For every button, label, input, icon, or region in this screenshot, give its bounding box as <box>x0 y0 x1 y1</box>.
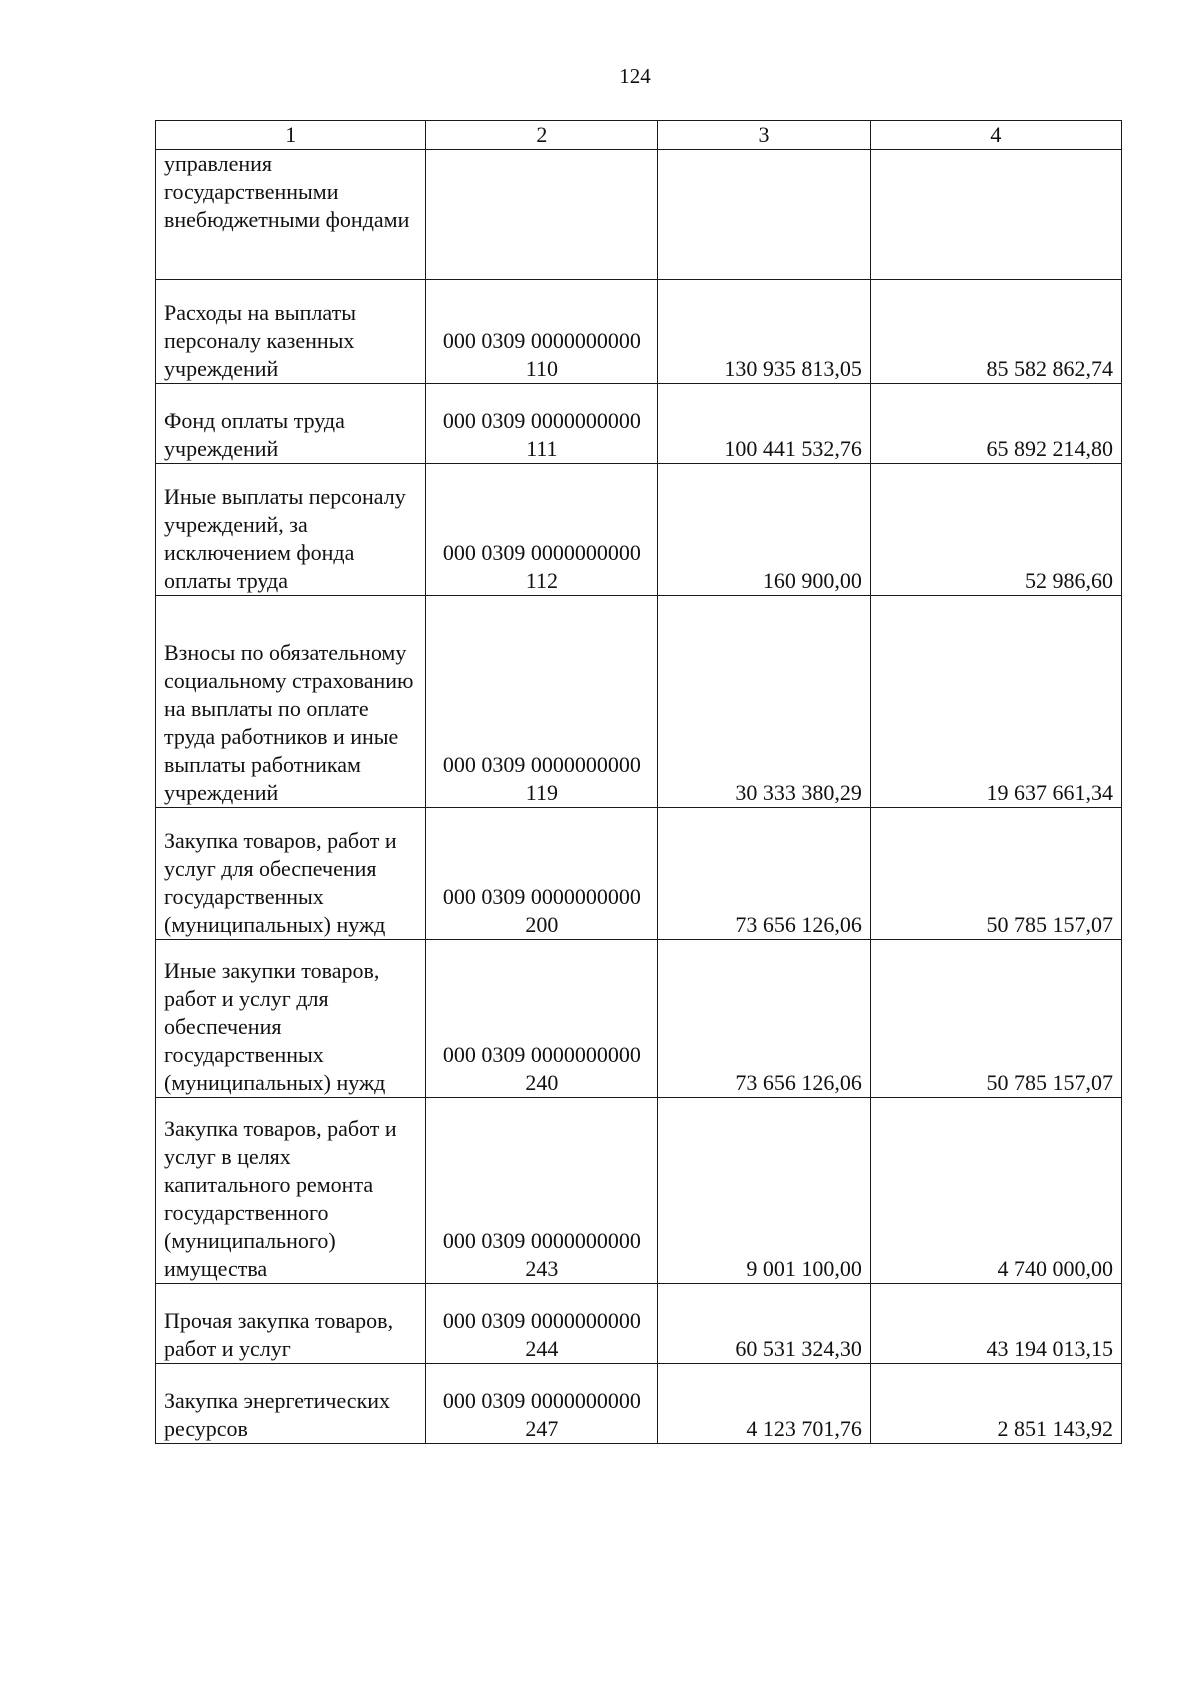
table-row <box>156 280 1122 384</box>
row-name: Фонд оплаты труда учреждений <box>156 384 426 464</box>
row-code <box>426 596 658 808</box>
table-row <box>156 1098 1122 1284</box>
row-code <box>426 1364 658 1444</box>
row-value-col4: 19 637 661,34 <box>870 596 1121 808</box>
row-value-col4 <box>870 150 1121 280</box>
row-name: управления государственными внебюджетными фондами <box>156 150 426 280</box>
row-value-col3: 100 441 532,76 <box>658 384 871 464</box>
row-value-col4: 50 785 157,07 <box>870 808 1121 940</box>
row-code-line1: 000 0309 0000000000 <box>442 328 641 353</box>
row-value-col3: 4 123 701,76 <box>658 1364 871 1444</box>
column-header-2: 2 <box>426 121 658 150</box>
row-value-col3: 130 935 813,05 <box>658 280 871 384</box>
row-code-line1: 000 0309 0000000000 <box>442 408 641 433</box>
column-header-4: 4 <box>870 121 1121 150</box>
row-code-line1: 000 0309 0000000000 <box>442 752 641 777</box>
table-row <box>156 596 1122 808</box>
row-value-col3: 73 656 126,06 <box>658 808 871 940</box>
row-name: Закупка товаров, работ и услуг для обеспечения государственных (муниципальных) нужд <box>156 808 426 940</box>
row-value-col4: 2 851 143,92 <box>870 1364 1121 1444</box>
row-name: Взносы по обязательному социальному страхованию на выплаты по оплате труда работников и иные выплаты работникам учреждений <box>156 596 426 808</box>
table-row <box>156 150 1122 280</box>
column-header-3: 3 <box>658 121 871 150</box>
row-code <box>426 808 658 940</box>
row-name: Закупка товаров, работ и услуг в целях капитального ремонта государственного (муниципального) имущества <box>156 1098 426 1284</box>
column-header-1: 1 <box>156 121 426 150</box>
row-code-line1: 000 0309 0000000000 <box>442 540 641 565</box>
row-code-line2: 110 <box>525 356 558 381</box>
row-value-col3: 30 333 380,29 <box>658 596 871 808</box>
row-value-col3: 60 531 324,30 <box>658 1284 871 1364</box>
row-code <box>426 1098 658 1284</box>
row-code <box>426 280 658 384</box>
row-value-col4: 85 582 862,74 <box>870 280 1121 384</box>
row-value-col4: 65 892 214,80 <box>870 384 1121 464</box>
row-code-line1: 000 0309 0000000000 <box>442 1228 641 1253</box>
table-header <box>156 121 1122 150</box>
row-code-line2: 244 <box>525 1336 559 1361</box>
table-row <box>156 1364 1122 1444</box>
row-value-col3: 160 900,00 <box>658 464 871 596</box>
table-row <box>156 808 1122 940</box>
row-value-col4: 4 740 000,00 <box>870 1098 1121 1284</box>
table-row <box>156 1284 1122 1364</box>
budget-table <box>155 120 1122 1444</box>
table-body <box>156 150 1122 1444</box>
row-code <box>426 464 658 596</box>
row-name: Иные закупки товаров, работ и услуг для обеспечения государственных (муниципальных) нужд <box>156 940 426 1098</box>
row-value-col4: 43 194 013,15 <box>870 1284 1121 1364</box>
row-value-col4: 52 986,60 <box>870 464 1121 596</box>
row-code <box>426 384 658 464</box>
row-name: Прочая закупка товаров, работ и услуг <box>156 1284 426 1364</box>
row-value-col4: 50 785 157,07 <box>870 940 1121 1098</box>
table-row <box>156 464 1122 596</box>
row-code-line1: 000 0309 0000000000 <box>442 1308 641 1333</box>
row-code-line1: 000 0309 0000000000 <box>442 884 641 909</box>
table-row <box>156 384 1122 464</box>
row-code-line2: 200 <box>525 912 559 937</box>
page-number: 124 <box>619 64 651 88</box>
row-code <box>426 1284 658 1364</box>
row-name: Закупка энергетических ресурсов <box>156 1364 426 1444</box>
row-name: Расходы на выплаты персоналу казенных учреждений <box>156 280 426 384</box>
row-code-line2: 119 <box>525 780 558 805</box>
header-row <box>156 121 1122 150</box>
row-code-line2: 240 <box>525 1070 559 1095</box>
row-code-line2: 247 <box>525 1416 559 1441</box>
table-row <box>156 940 1122 1098</box>
row-code-line2: 111 <box>526 436 558 461</box>
row-code-line2: 112 <box>525 568 558 593</box>
row-name: Иные выплаты персоналу учреждений, за исключением фонда оплаты труда <box>156 464 426 596</box>
row-code-line1: 000 0309 0000000000 <box>442 1388 641 1413</box>
row-code-line1: 000 0309 0000000000 <box>442 1042 641 1067</box>
row-value-col3: 73 656 126,06 <box>658 940 871 1098</box>
row-code <box>426 150 658 280</box>
row-value-col3: 9 001 100,00 <box>658 1098 871 1284</box>
row-code-line2: 243 <box>525 1256 559 1281</box>
row-value-col3 <box>658 150 871 280</box>
row-code <box>426 940 658 1098</box>
